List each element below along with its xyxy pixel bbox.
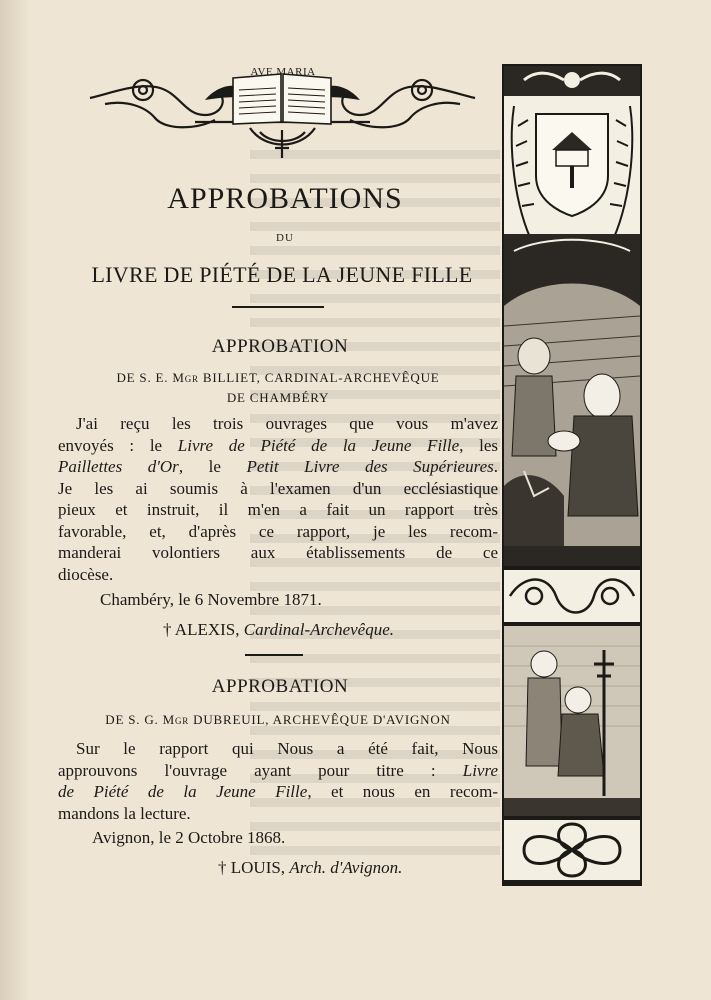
divider [232,306,324,308]
scroll-band-icon [504,566,640,626]
signature-1: † ALEXIS, Cardinal-Archevêque. [163,620,395,639]
approbation-1-text [58,413,498,585]
text-line: envoyés : le Livre de Piété de la Jeune Fille, les [58,435,498,455]
text-line: mandons la lecture. [58,803,191,823]
text-line: favorable, et, d'après ce rapport, je les recom- [58,521,498,541]
engraved-border-panel [502,64,642,886]
children-cross-icon [504,626,640,816]
maria-label: MARIA [276,66,316,78]
place-date-2: Avignon, le 2 Octobre 1868. [92,828,286,847]
text-line: pieux et instruit, il m'en a fait un rapport très [58,500,498,519]
text-line: diocèse. [58,564,114,584]
section-1-see: DE CHAMBÉRY [226,390,330,405]
header-ornament [85,60,480,160]
page-gutter [0,0,28,1000]
page-title: APPROBATIONS [167,182,403,215]
quatrefoil-icon [504,816,640,884]
text-line: manderai volontiers aux établissements de ce [58,543,498,562]
nativity-scene-icon [504,266,640,566]
text-line: J'ai reçu les trois ouvrages que vous m'avez [76,414,498,433]
place-date-1: Chambéry, le 6 Novembre 1871. [100,590,322,609]
nativity-engraving [504,266,640,566]
ornament-band [504,566,640,626]
children-engraving [504,626,640,816]
signature-2: † LOUIS, Arch. d'Avignon. [218,858,403,877]
coat-of-arms-block [504,66,640,266]
text-line: approuvons l'ouvrage ayant pour titre : Livre [58,760,498,780]
section-title-1: APPROBATION [211,336,349,357]
text-line: de Piété de la Jeune Fille, et nous en recom- [58,782,498,801]
bottom-ornament [504,816,640,884]
text-line: Paillettes d'Or, le Petit Livre des Supérieures. [58,457,498,476]
ave-label: AVE [250,66,274,78]
book-inscription [236,66,330,78]
text-line: Je les ai soumis à l'examen d'un ecclésiastique [58,478,498,498]
book-subtitle: LIVRE DE PIÉTÉ DE LA JEUNE FILLE [91,262,473,287]
approbation-2-text [58,738,498,824]
section-2-author: DE S. G. Mgr DUBREUIL, ARCHEVÊQUE D'AVIGNON [105,712,451,727]
text-line: Sur le rapport qui Nous a été fait, Nous [76,739,498,758]
title-connector: DU [276,232,294,244]
divider [245,654,303,656]
dovecote-shield-icon [504,66,640,266]
section-title-2: APPROBATION [211,676,349,697]
section-1-author: DE S. E. Mgr BILLIET, CARDINAL-ARCHEVÊQUE [116,370,440,385]
